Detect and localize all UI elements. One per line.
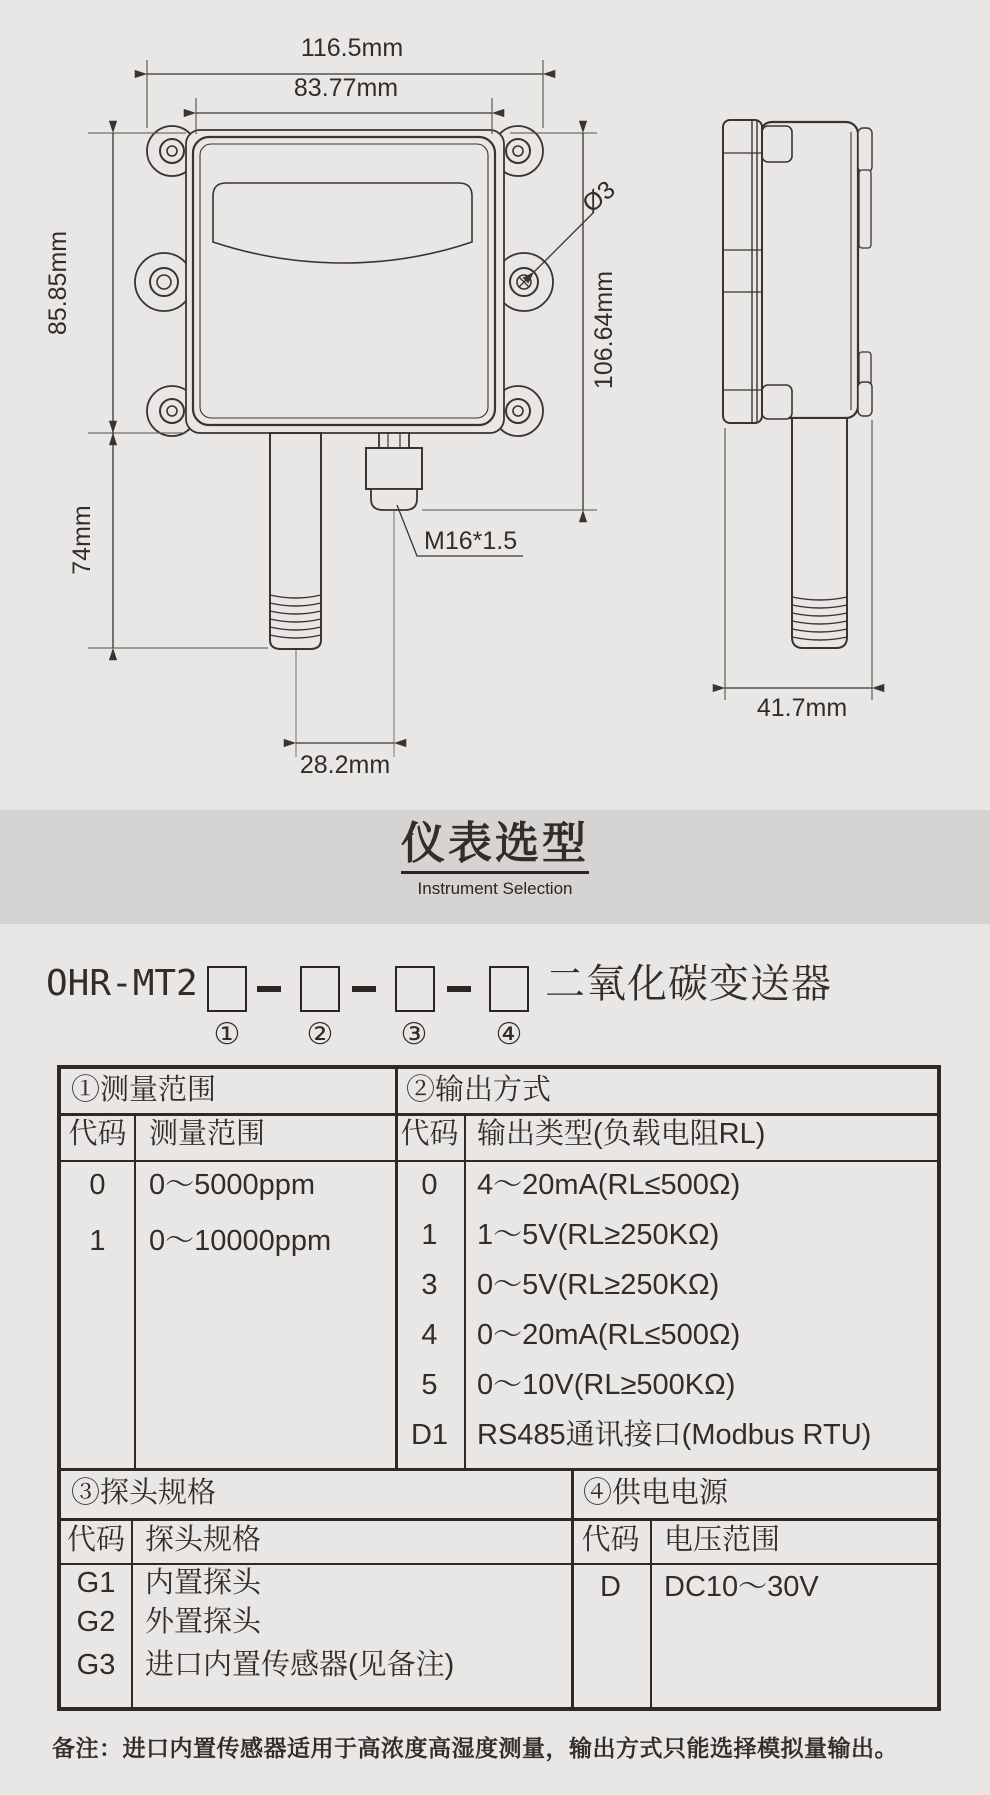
- s2-row-2-code: 3: [421, 1269, 438, 1301]
- s3-row-0-code: G1: [76, 1567, 116, 1599]
- dim-label-probe-length: 74mm: [68, 505, 96, 575]
- s1-row-1-code: 1: [89, 1225, 106, 1257]
- s2-code-header: 代码: [400, 1118, 459, 1150]
- model-code-line: [0, 924, 990, 1065]
- divider-h-header1: [61, 1113, 937, 1116]
- dim-label-hole-dia: Ø3: [577, 175, 621, 219]
- s3-title: ③探头规格: [71, 1477, 217, 1509]
- s2-row-1-value: 1～5V(RL≥250KΩ): [477, 1219, 720, 1251]
- s1-row-0-code: 0: [89, 1169, 106, 1201]
- dim-label-depth: 41.7mm: [756, 694, 848, 722]
- s3-value-header: 探头规格: [145, 1524, 262, 1556]
- s2-row-4-value: 0～10V(RL≥500KΩ): [477, 1369, 736, 1401]
- side-view: [723, 120, 872, 722]
- model-box-1: [207, 966, 247, 1012]
- dim-width-cover: [196, 74, 492, 134]
- divider-v-code4: [650, 1521, 652, 1707]
- s2-row-3-code: 4: [421, 1319, 438, 1351]
- divider-v-code1: [134, 1113, 136, 1468]
- section-title-band: [0, 810, 990, 924]
- s2-row-1-code: 1: [421, 1219, 438, 1251]
- position-marker-2: ②: [306, 1018, 334, 1051]
- s3-row-2-code: G3: [76, 1649, 116, 1681]
- dim-hole-dia: [534, 175, 621, 272]
- dim-label-height-body: 85.85mm: [44, 230, 72, 336]
- dim-label-width-total: 116.5mm: [300, 34, 404, 62]
- probe-front: [270, 433, 321, 649]
- side-body: [760, 122, 858, 418]
- s1-value-header: 测量范围: [149, 1118, 266, 1150]
- section-title-zh: 仪表选型: [401, 820, 589, 874]
- ear-mid-left: [135, 253, 193, 311]
- model-box-2: [300, 966, 340, 1012]
- s1-row-0-value: 0～5000ppm: [149, 1169, 316, 1201]
- front-view: [44, 34, 621, 779]
- divider-h-header2: [61, 1518, 937, 1521]
- side-flange-strip: [723, 120, 762, 423]
- s2-row-3-value: 0～20mA(RL≤500Ω): [477, 1319, 741, 1351]
- dim-probe-length: [68, 433, 268, 648]
- dim-label-gland-thread: M16*1.5: [424, 527, 518, 555]
- s4-row-0-code: D: [600, 1571, 621, 1603]
- position-marker-1: ①: [213, 1018, 241, 1051]
- s3-code-header: 代码: [66, 1524, 125, 1556]
- position-marker-3: ③: [400, 1018, 428, 1051]
- cable-gland: [366, 433, 422, 510]
- s2-value-header: 输出类型(负载电阻RL): [477, 1118, 766, 1150]
- model-box-3: [395, 966, 435, 1012]
- dim-label-width-cover: 83.77mm: [293, 74, 399, 102]
- s3-row-0-value: 内置探头: [145, 1567, 262, 1599]
- divider-h-subheader2: [61, 1563, 937, 1565]
- side-tab-bottom-right: [858, 382, 872, 416]
- technical-drawing: [0, 0, 990, 810]
- side-ear-step-bottom: [762, 385, 792, 419]
- side-ear-step-top: [762, 126, 792, 162]
- s2-row-4-code: 5: [421, 1369, 438, 1401]
- divider-v-code2: [464, 1113, 466, 1468]
- model-prefix: OHR-MT2: [46, 963, 198, 1004]
- s2-title: ②输出方式: [406, 1074, 552, 1106]
- divider-h-middle: [61, 1468, 937, 1471]
- s2-row-2-value: 0～5V(RL≥250KΩ): [477, 1269, 720, 1301]
- footnote: 备注：进口内置传感器适用于高浓度高湿度测量，输出方式只能选择模拟量输出。: [52, 1735, 898, 1761]
- s3-row-1-code: G2: [76, 1606, 116, 1638]
- display-window: [213, 183, 472, 263]
- divider-v-code3: [131, 1521, 133, 1707]
- s4-title: ④供电电源: [583, 1477, 729, 1509]
- s4-row-0-value: DC10～30V: [664, 1571, 819, 1603]
- model-product-name: 二氧化碳变送器: [545, 962, 832, 1006]
- side-clip-upper: [859, 170, 871, 248]
- probe-side: [792, 418, 847, 648]
- s1-code-header: 代码: [68, 1118, 127, 1150]
- s4-value-header: 电压范围: [664, 1524, 781, 1556]
- s2-row-0-value: 4～20mA(RL≤500Ω): [477, 1169, 741, 1201]
- s1-row-1-value: 0～10000ppm: [149, 1225, 332, 1257]
- section-title-en: Instrument Selection: [417, 879, 573, 899]
- position-marker-4: ④: [495, 1018, 523, 1051]
- model-dash-3: [447, 986, 471, 992]
- s2-row-5-value: RS485通讯接口(Modbus RTU): [477, 1419, 872, 1451]
- dim-offset-probe-gland: [296, 743, 394, 779]
- selection-table: [57, 1065, 941, 1711]
- s3-row-2-value: 进口内置传感器(见备注): [145, 1649, 455, 1681]
- dim-label-offset: 28.2mm: [299, 751, 391, 779]
- dim-gland-thread: [397, 505, 523, 556]
- side-tab-top-right: [858, 128, 872, 172]
- dim-label-height-total: 106.64mm: [590, 270, 618, 390]
- model-box-4: [489, 966, 529, 1012]
- technical-drawing-area: [0, 0, 990, 810]
- s2-row-5-code: D1: [410, 1419, 449, 1451]
- s3-row-1-value: 外置探头: [145, 1606, 262, 1638]
- s4-code-header: 代码: [581, 1524, 640, 1556]
- model-dash-2: [352, 986, 376, 992]
- divider-h-subheader1: [61, 1160, 937, 1162]
- front-cover: [193, 137, 495, 425]
- s2-row-0-code: 0: [421, 1169, 438, 1201]
- s1-title: ①测量范围: [71, 1074, 217, 1106]
- model-dash-1: [257, 986, 281, 992]
